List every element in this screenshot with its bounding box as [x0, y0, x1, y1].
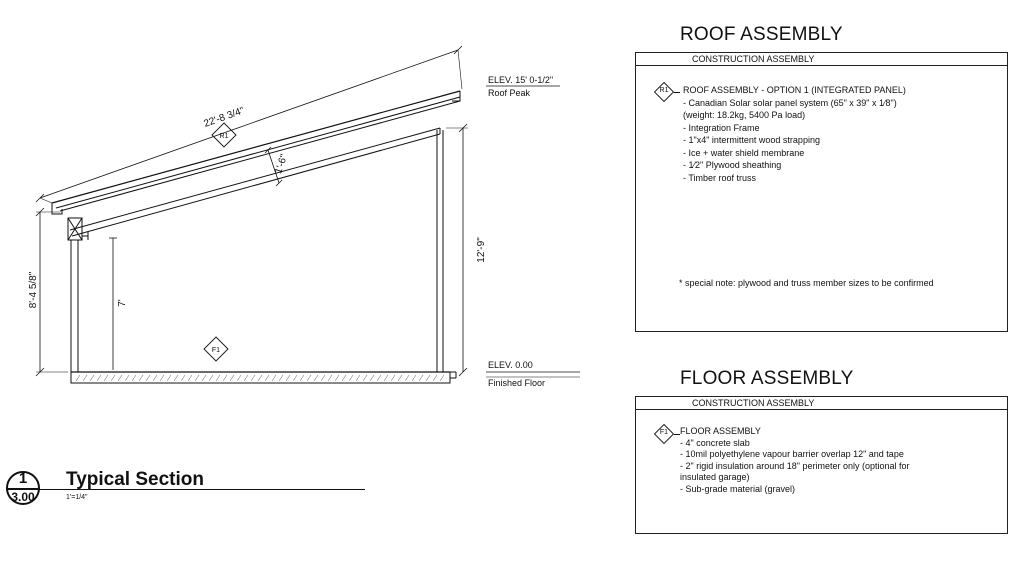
section-sheet: 3.00 — [11, 490, 35, 504]
list-item: - 10mil polyethylene vapour barrier overlap 12" and tape — [680, 449, 904, 459]
roof-panel-tag-label: R1 — [659, 87, 669, 94]
list-item: - Sub-grade material (gravel) — [680, 483, 796, 494]
list-item: - Timber roof truss — [683, 172, 757, 183]
eave-end — [52, 203, 62, 214]
opening-height-label: 7' — [117, 299, 128, 307]
roof-panel-tag — [654, 82, 674, 102]
floor-panel-header: CONSTRUCTION ASSEMBLY — [636, 397, 1007, 410]
roof-panel-header: CONSTRUCTION ASSEMBLY — [636, 53, 1007, 66]
roof-peak-label: Roof Peak — [488, 88, 531, 98]
section-scale: 1'=1/4" — [66, 494, 88, 501]
tag-leader — [674, 92, 680, 93]
list-item: - 2" rigid insulation around 18" perimeter only (optional for — [680, 460, 910, 471]
roof-assembly-list — [683, 84, 906, 184]
roof-tag-label: R1 — [219, 133, 229, 140]
slab-hatch — [76, 375, 444, 381]
list-item: - 1"x4" intermittent wood strapping — [683, 135, 820, 145]
left-height-label: 8'-4 5/8" — [28, 271, 39, 309]
slab-outline — [71, 372, 456, 383]
rafter-length-dim — [40, 50, 458, 198]
roof-panel-title: ROOF ASSEMBLY — [680, 24, 843, 45]
roof-panel-layer — [60, 101, 460, 211]
list-item: insulated garage) — [680, 472, 750, 482]
section-drawing — [0, 0, 620, 440]
roof-special-note: * special note: plywood and truss member sizes to be confirmed — [679, 278, 934, 288]
right-height-label: 12'-9" — [476, 237, 487, 263]
roof-panel-layer — [56, 97, 460, 208]
section-title: Typical Section — [66, 469, 204, 490]
floor-tag-label: F1 — [211, 347, 221, 354]
list-item: - Integration Frame — [683, 122, 760, 133]
list-item: FLOOR ASSEMBLY — [680, 426, 761, 436]
list-item: - Canadian Solar solar panel system (65" x 39" x 1⁄8") — [683, 97, 897, 108]
list-item: - 4" concrete slab — [680, 437, 750, 448]
list-item: - 1⁄2" Plywood sheathing — [683, 160, 782, 170]
floor-panel-tag-label: F1 — [659, 429, 669, 436]
rafter-bottom-inner — [72, 134, 440, 236]
rafter-length-label: 22'-8 3/4" — [202, 105, 246, 130]
floor-elev: ELEV. 0.00 — [488, 360, 533, 370]
list-item: ROOF ASSEMBLY - OPTION 1 (INTEGRATED PANEL) — [683, 85, 906, 95]
floor-panel-tag — [654, 424, 674, 444]
floor-label: Finished Floor — [488, 378, 546, 388]
list-item: (weight: 18.2kg, 5400 Pa load) — [683, 110, 806, 120]
floor-assembly-list — [680, 426, 910, 495]
rafter-depth-label: 1'-6" — [273, 152, 291, 176]
section-number: 1 — [18, 470, 28, 487]
roof-panel-top — [52, 91, 460, 203]
rafter-bottom — [70, 128, 440, 230]
roof-peak-elev: ELEV. 15' 0-1/2" — [488, 75, 554, 85]
list-item: - Ice + water shield membrane — [683, 147, 805, 158]
floor-panel-title: FLOOR ASSEMBLY — [680, 368, 854, 389]
